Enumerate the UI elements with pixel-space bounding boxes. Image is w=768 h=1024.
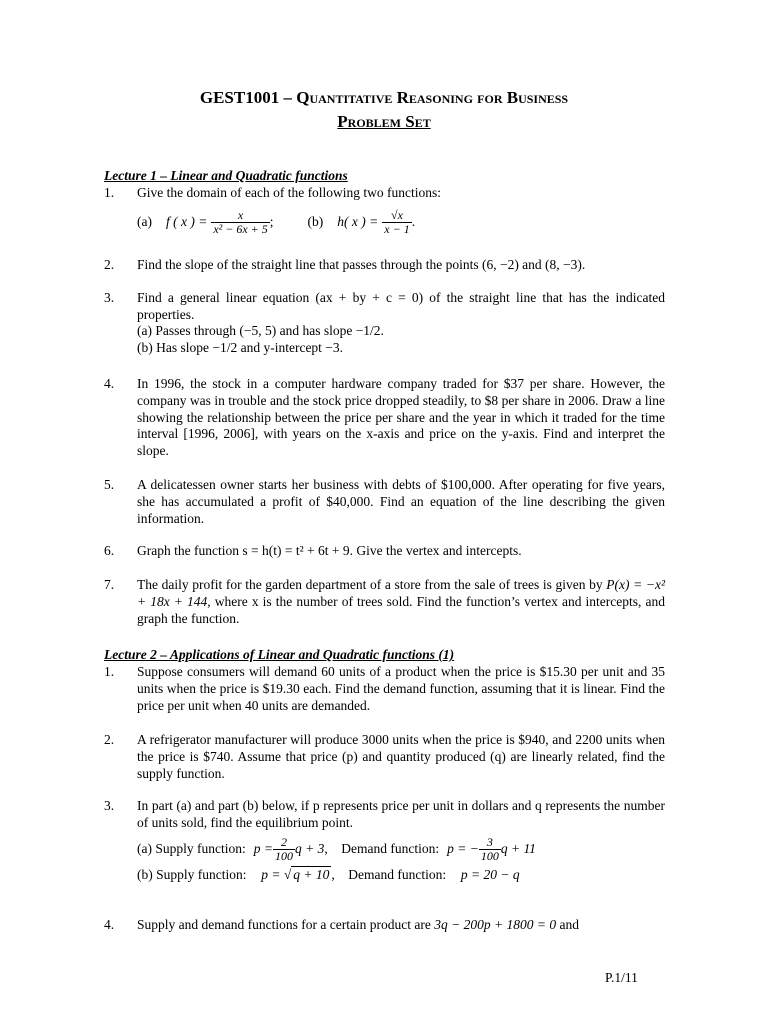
formula-inline: p = 20 − q [460,867,520,882]
formula-lhs: p = − [447,841,479,856]
part-label: , Demand function: [331,867,447,882]
question-parts [137,205,415,239]
formula-punctuation: ; [269,214,274,229]
part-label: (a) [137,214,152,229]
question-text-part: Supply and demand functions for a certain product are [137,917,431,932]
question-part-b: (b) Supply function: p = √ q + 10 , Demand function: p = 20 − q [137,867,520,882]
question-text: Give the domain of each of the following two functions: [137,185,442,200]
page-number: P.1/11 [605,970,638,985]
question-text: Graph the function s = h(t) = t² + 6t + 9. Give the vertex and intercepts. [137,543,522,558]
formula-fraction: $\frac{x}{\text{x² − 6x + 5}}$ [213,207,268,236]
formula-inline: 3q − 200p + 1800 = 0 [434,917,557,932]
section-heading-lecture-1: Lecture 1 – Linear and Quadratic functions [104,168,348,183]
formula-inline: P(x) = −x² + 18x + 144 [137,577,665,609]
formula-radical: q + 10 [293,867,330,882]
question-number: 7. [104,577,115,592]
formula-punctuation: . [411,214,416,229]
course-name: Quantitative Reasoning for Business [296,88,569,107]
question-number: 2. [104,732,115,747]
part-label: (a) Supply function: [137,841,246,856]
page-subtitle: Problem Set [337,112,431,131]
question-text: A refrigerator manufacturer will produce 3000 units when the price is $940, and 2200 units when the price is $740. Assume that price (p) and quantity produced (q) are linearly related, find the supply function. [137,732,665,781]
formula-rhs: q + 11 [500,841,536,856]
formula-lhs: f ( x ) = [165,214,208,229]
question-number: 4. [104,917,115,932]
question-text: Suppose consumers will demand 60 units of a product when the price is $15.30 per unit and 35 units when the price is $19.30 each. Find the demand function, assuming that it is linear. Find the price per unit when 40 units are demanded. [137,664,665,713]
question-text [137,577,665,627]
question-text-part: and [559,917,579,932]
question-number: 4. [104,376,115,391]
question-text: A delicatessen owner starts her business with debts of $100,000. After operating for five years, she has accumulated a profit of $40,000. Find an equation of the line describing the given information. [137,477,665,526]
formula-fraction: $\frac{3}{100}$ [480,834,499,863]
question-number: 1. [104,664,115,679]
formula-lhs: h( x ) = [337,214,379,229]
question-text: Find a general linear equation (ax + by + c = 0) of the straight line that has the indicated properties. [137,290,665,322]
question-text: In 1996, the stock in a computer hardware company traded for $37 per share. However, the company was in trouble and the stock price dropped steadily, to $8 per share in 2006. Draw a line showing the relationship between the price per share and the year in which it traded for the time interval [1996, 2006], with years on the x-axis and price on the y-axis. Find and interpret the slope. [137,376,665,459]
question-text [137,917,665,934]
question-part-a [137,832,536,866]
question-number: 5. [104,477,115,492]
formula-rhs: q + 3 [294,841,325,856]
question-part-b: (b) Has slope −1/2 and y-intercept −3. [137,340,344,355]
question-text: In part (a) and part (b) below, if p represents price per unit in dollars and q represents the number of units sold, find the equilibrium point. [137,798,665,830]
question-text: Find the slope of the straight line that passes through the points (6, −2) and (8, −3). [137,257,586,272]
part-label: (b) [307,214,324,229]
question-text-part: , where x is the number of trees sold. Find the function’s vertex and intercepts, and graph the function. [137,593,665,626]
formula-fraction: $\frac{2}{100}$ [274,834,293,863]
question-number: 3. [104,290,115,305]
question-number: 6. [104,543,115,558]
section-heading-lecture-2: Lecture 2 – Applications of Linear and Quadratic functions (1) [104,647,455,662]
question-number: 3. [104,798,115,813]
course-code: GEST1001 [199,88,280,107]
question-number: 2. [104,257,115,272]
question-number: 1. [104,185,115,200]
question-text-part: The daily profit for the garden department of a store from the sale of trees is given by [137,577,603,592]
part-label: (b) Supply function: [137,867,247,882]
formula-lhs: p = [261,867,281,882]
part-label: , Demand function: [324,841,440,856]
question-part-a: (a) Passes through (−5, 5) and has slope −1/2. [137,323,384,338]
page-title: GEST1001 – Quantitative Reasoning for Business [199,88,569,107]
formula-lhs: p = [253,841,273,856]
formula-fraction: $\frac{√x}{x - 1}$ [384,207,410,236]
